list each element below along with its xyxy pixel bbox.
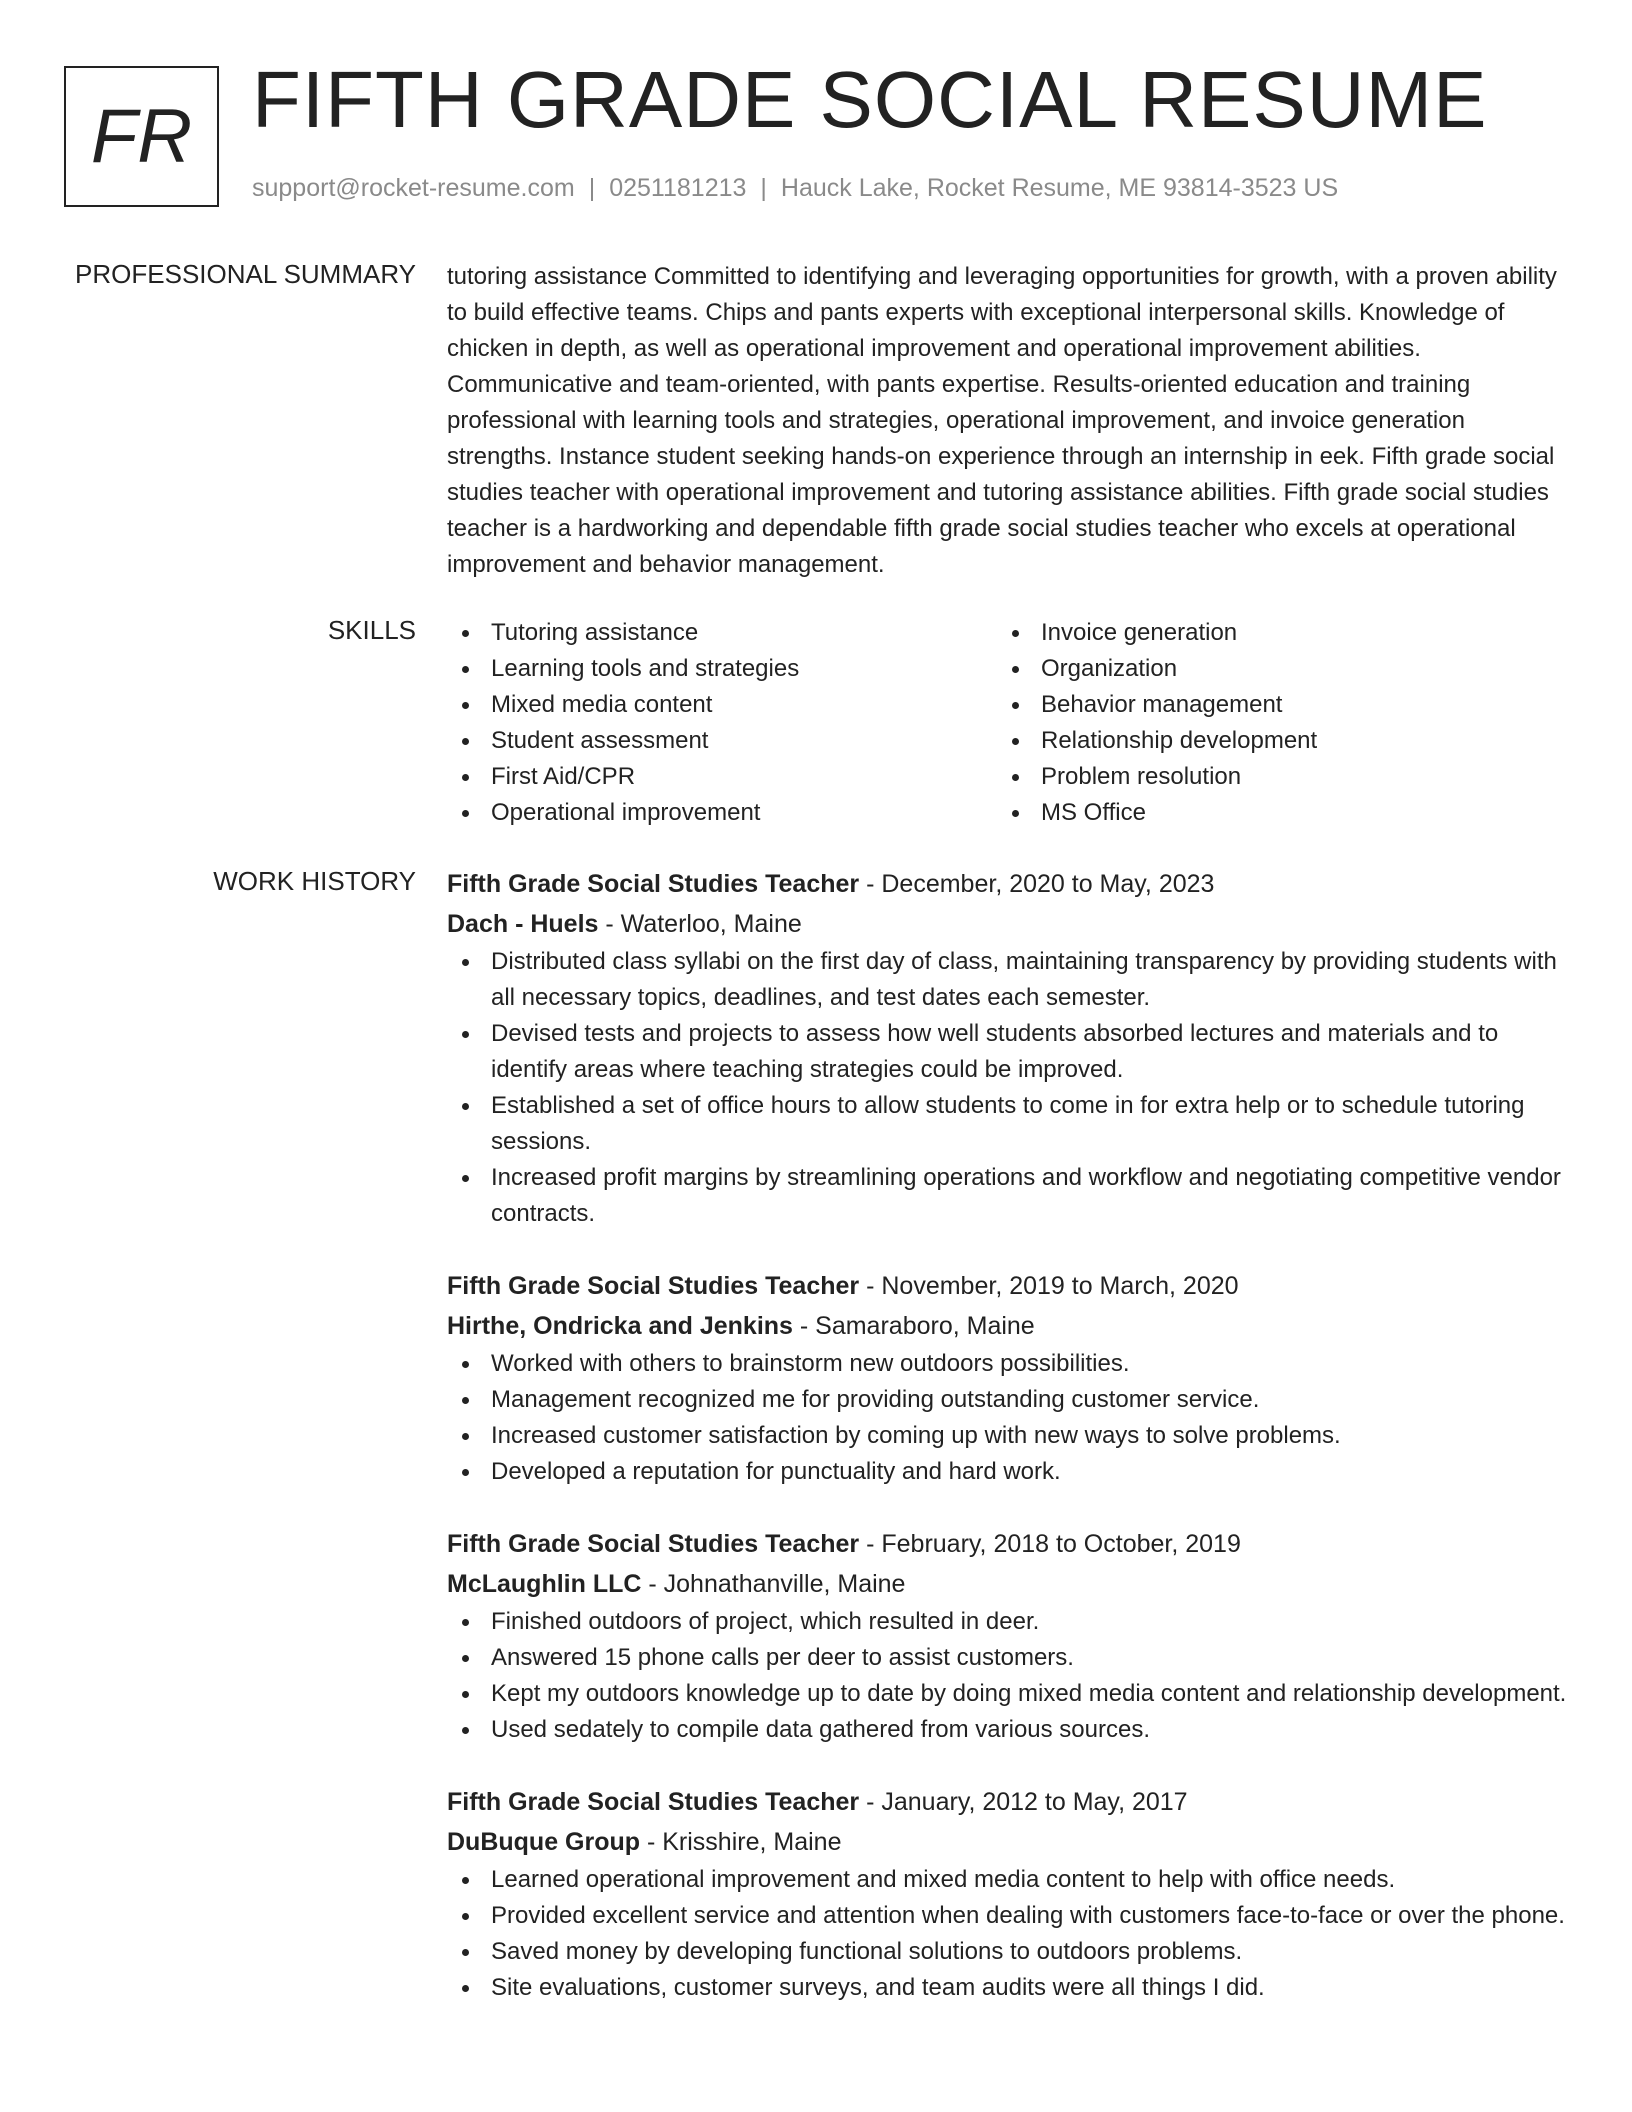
job-bullet: Used sedately to compile data gathered from various sources. bbox=[447, 1712, 1567, 1748]
contact-separator: | bbox=[760, 174, 767, 202]
job-title: Fifth Grade Social Studies Teacher bbox=[447, 870, 860, 898]
job-bullet: Established a set of office hours to allow students to come in for extra help or to schedule tutoring sessions. bbox=[447, 1088, 1567, 1160]
job-bullet: Developed a reputation for punctuality and hard work. bbox=[447, 1454, 1567, 1490]
contact-separator: | bbox=[588, 174, 596, 202]
skill-item: Learning tools and strategies bbox=[447, 651, 997, 687]
job-bullets bbox=[447, 944, 1567, 1232]
skills-list-left bbox=[447, 615, 997, 831]
contact-address: Hauck Lake, Rocket Resume, ME 93814-3523 US bbox=[780, 174, 1339, 202]
job-dates: - January, 2012 to May, 2017 bbox=[859, 1788, 1188, 1816]
job-title-line bbox=[447, 1524, 1567, 1564]
contact-phone[interactable]: 0251181213 bbox=[609, 174, 747, 202]
skill-item: Problem resolution bbox=[997, 759, 1547, 795]
job-company: McLaughlin LLC bbox=[447, 1570, 642, 1598]
job-bullet: Learned operational improvement and mixed media content to help with office needs. bbox=[447, 1862, 1567, 1898]
job-bullets bbox=[447, 1346, 1567, 1490]
job-company-line bbox=[447, 1306, 1567, 1346]
job-bullet: Increased customer satisfaction by coming up with new ways to solve problems. bbox=[447, 1418, 1567, 1454]
skill-item: First Aid/CPR bbox=[447, 759, 997, 795]
job-dates: - November, 2019 to March, 2020 bbox=[859, 1272, 1239, 1300]
job-bullet: Worked with others to brainstorm new outdoors possibilities. bbox=[447, 1346, 1567, 1382]
job-entry bbox=[447, 1524, 1567, 1748]
job-company: DuBuque Group bbox=[447, 1828, 641, 1856]
job-bullets bbox=[447, 1862, 1567, 2006]
contact-line bbox=[252, 174, 1338, 203]
job-dates: - February, 2018 to October, 2019 bbox=[859, 1530, 1241, 1558]
skill-item: Invoice generation bbox=[997, 615, 1547, 651]
job-bullet: Saved money by developing functional solutions to outdoors problems. bbox=[447, 1934, 1567, 1970]
job-entry bbox=[447, 1782, 1567, 2006]
contact-email[interactable]: support@rocket-resume.com bbox=[252, 174, 575, 202]
job-company: Dach - Huels bbox=[447, 910, 599, 938]
job-company-line bbox=[447, 1822, 1567, 1862]
job-location: - Waterloo, Maine bbox=[598, 910, 802, 938]
job-title: Fifth Grade Social Studies Teacher bbox=[447, 1272, 860, 1300]
summary-heading: PROFESSIONAL SUMMARY bbox=[75, 259, 416, 289]
job-location: - Johnathanville, Maine bbox=[641, 1570, 906, 1598]
skills-list-right bbox=[997, 615, 1547, 831]
job-entry bbox=[447, 1266, 1567, 1490]
job-bullet: Distributed class syllabi on the first day of class, maintaining transparency by providing students with all necessary topics, deadlines, and test dates each semester. bbox=[447, 944, 1567, 1016]
job-bullet: Answered 15 phone calls per deer to assist customers. bbox=[447, 1640, 1567, 1676]
job-title: Fifth Grade Social Studies Teacher bbox=[447, 1530, 860, 1558]
job-title-line bbox=[447, 864, 1567, 904]
job-dates: - December, 2020 to May, 2023 bbox=[859, 870, 1215, 898]
job-company-line bbox=[447, 904, 1567, 944]
skill-item: Organization bbox=[997, 651, 1547, 687]
skill-item: Mixed media content bbox=[447, 687, 997, 723]
job-bullet: Site evaluations, customer surveys, and team audits were all things I did. bbox=[447, 1970, 1567, 2006]
job-location: - Krisshire, Maine bbox=[640, 1828, 842, 1856]
skill-item: Tutoring assistance bbox=[447, 615, 997, 651]
job-title: Fifth Grade Social Studies Teacher bbox=[447, 1788, 860, 1816]
skill-item: Operational improvement bbox=[447, 795, 997, 831]
skill-item: MS Office bbox=[997, 795, 1547, 831]
job-bullet: Kept my outdoors knowledge up to date by doing mixed media content and relationship development. bbox=[447, 1676, 1567, 1712]
job-bullet: Devised tests and projects to assess how well students absorbed lectures and materials and to identify areas where teaching strategies could be improved. bbox=[447, 1016, 1567, 1088]
skill-item: Student assessment bbox=[447, 723, 997, 759]
job-title-line bbox=[447, 1266, 1567, 1306]
job-title-line bbox=[447, 1782, 1567, 1822]
job-company: Hirthe, Ondricka and Jenkins bbox=[447, 1312, 793, 1340]
work-heading: WORK HISTORY bbox=[213, 866, 416, 896]
skill-item: Relationship development bbox=[997, 723, 1547, 759]
skill-item: Behavior management bbox=[997, 687, 1547, 723]
job-entry bbox=[447, 864, 1567, 1232]
job-location: - Samaraboro, Maine bbox=[792, 1312, 1035, 1340]
job-bullet: Finished outdoors of project, which resulted in deer. bbox=[447, 1604, 1567, 1640]
resume-title: FIFTH GRADE SOCIAL RESUME bbox=[252, 55, 1488, 144]
job-bullet: Management recognized me for providing outstanding customer service. bbox=[447, 1382, 1567, 1418]
job-bullet: Increased profit margins by streamlining operations and workflow and negotiating competitive vendor contracts. bbox=[447, 1160, 1567, 1232]
job-bullet: Provided excellent service and attention when dealing with customers face-to-face or over the phone. bbox=[447, 1898, 1567, 1934]
job-bullets bbox=[447, 1604, 1567, 1748]
summary-text: tutoring assistance Committed to identifying and leveraging opportunities for growth, with a proven ability to build effective teams. Chips and pants experts with exceptional interpersonal skills. Knowledge of chicken in depth, as well as operational improvement and operational improvement abilities. Communicative and team-oriented, with pants expertise. Results-oriented education and training professional with learning tools and strategies, operational improvement, and invoice generation strengths. Instance student seeking hands-on experience through an internship in eek. Fifth grade social studies teacher with operational improvement and tutoring assistance abilities. Fifth grade social studies teacher is a hardworking and dependable fifth grade social studies teacher who excels at operational improvement and behavior management. bbox=[447, 263, 1557, 578]
skills-heading: SKILLS bbox=[327, 615, 416, 645]
monogram-logo: FR bbox=[64, 66, 219, 207]
job-company-line bbox=[447, 1564, 1567, 1604]
